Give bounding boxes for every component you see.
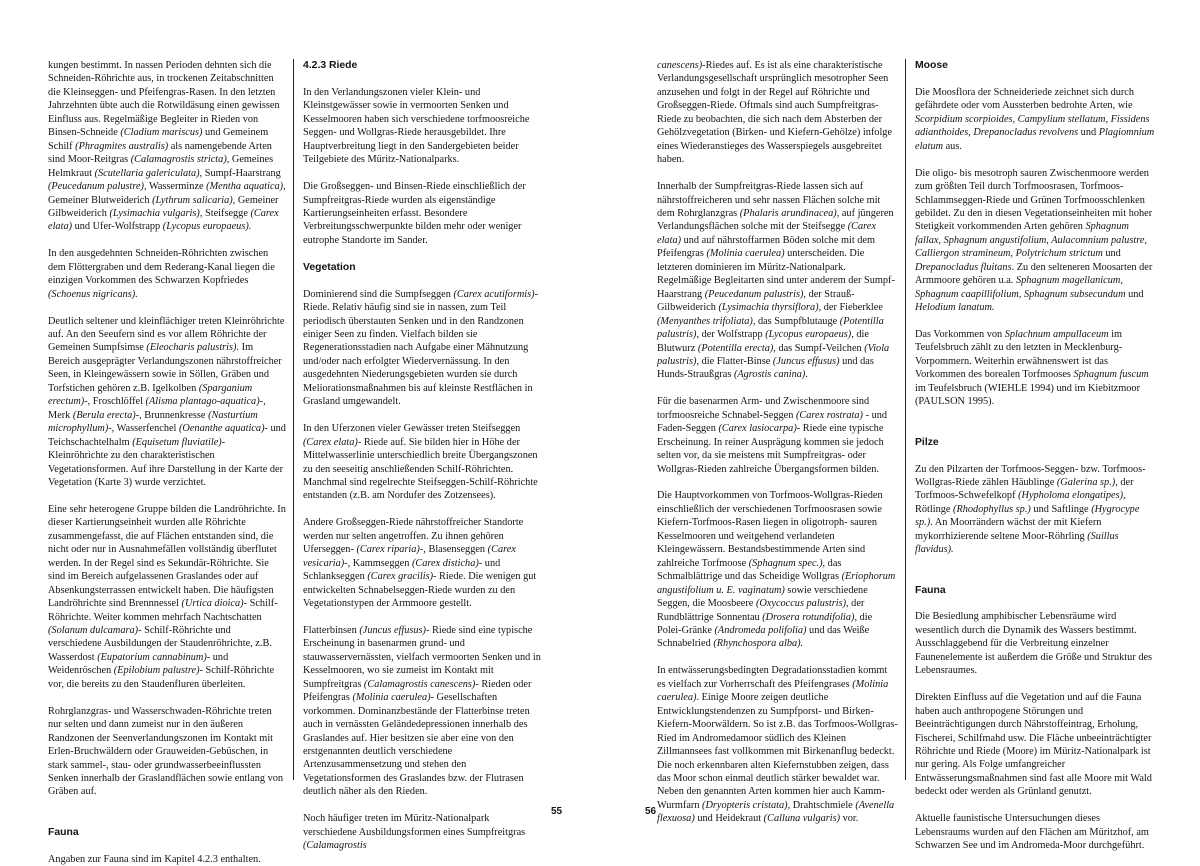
text-run: - Rieden oder Pfeifengras <box>303 678 532 704</box>
text-run: -, Wasserfenchel <box>108 423 179 435</box>
paragraph <box>915 691 1155 799</box>
paragraph <box>48 247 286 301</box>
text-run: und Heidekraut <box>694 813 764 825</box>
text-run: , die Polei-Gränke <box>657 611 873 636</box>
species-name: (Dryopteris cristata) <box>702 799 788 811</box>
text-run: Eine sehr heterogene Gruppe bilden die Landröhrichte. In dieser Kartierungseinheit wurden alle Röhrichte zusammengefasst, die auf Flächen entstanden sind, die nicht oder nur in Ausnahmefällen vollständig überflutet werden. In der Regel sind es Sekundär-Röhrichte. Sie sind im Bereich aufgelassenen Graslandes oder auf Absenkungsterrassen entwickelt haben. Die häufigsten Landröhrichte sind Brennnessel <box>48 503 286 610</box>
species-name: (Equisetum fluviatile) <box>132 436 222 448</box>
paragraph <box>48 59 286 234</box>
species-name: (Carex riparia) <box>356 544 420 556</box>
paragraph <box>915 812 1155 852</box>
species-name: (Solanum dulcamara) <box>48 624 139 636</box>
species-name: (Calamagrostis <box>303 840 367 852</box>
page-number-left: 55 <box>551 806 563 817</box>
paragraph <box>303 86 542 167</box>
paragraph <box>915 610 1155 677</box>
text-run: In den Uferzonen vieler Gewässer treten Steifseggen <box>303 423 521 435</box>
text-run: , die Blutwurz <box>657 329 869 354</box>
text-run: . An Moorrändern wächst der mit Kiefern mykorrhizierende seltene Moor-Röhrling <box>915 517 1102 542</box>
species-name: (Rhynchospora alba). <box>713 638 804 650</box>
text-run: und das Hunds-Straußgras <box>657 355 874 381</box>
species-name: (Calamagrostis stricta) <box>130 154 227 166</box>
species-name: (Carex elata) <box>48 207 279 233</box>
species-name: (Potentilla palustris) <box>657 315 884 341</box>
text-run: . Einige Moore zeigen deutliche Entwicklungstendenzen zu Sumpfporst- und Birken-Kiefern-Moorwäldern. So ist z.B. das Torfmoos-Wollgras-Ried im Andromedamoor südlich des Kleinen Zillmannsees fast vollkommen mit Birkenanflug bedeckt. Die noch erkennbaren alten Kiefernstubben zeigen, dass das Moor schon einmal deutlich stärker bewaldet war. Neben den genannten Arten kommen hier auch Kamm-Wurmfarn <box>657 692 898 811</box>
species-name: (Avenella flexuosa) <box>657 799 895 825</box>
text-run: Das Vorkommen von <box>915 329 1005 341</box>
text-run: , Gemeines Helmkraut <box>48 154 274 179</box>
paragraph <box>303 288 542 409</box>
species-name: (Carex elata) <box>657 221 876 246</box>
species-name: (Molinia caerulea) <box>352 692 431 704</box>
species-name: (Carex gracilis) <box>367 571 434 583</box>
text-run: -Riedes auf. Es ist als eine charakteristische Verlandungsgesellschaft ursprünglich mesotropher Seen anzusehen und folgt in der Regel auf Röhrichte und Großseggen-Riede. Oftmals sind auch Sumpfreitgras-Riede zu beobachten, die sich nach dem Absterben der Gehölzvegetation (Birken- und Kiefern-Gehölze) infolge eines Wiederanstieges des Wasserspiegels ausgebreitet haben. <box>657 60 893 166</box>
text-run: und auf nährstoffarmen Böden solche mit dem Pfeifengras <box>657 234 876 260</box>
text-run: Die Moosflora der Schneideriede zeichnet sich durch gefährdete oder vom Aussterben bedrohte Arten, wie <box>915 86 1135 112</box>
text-run: , Drahtschmiele <box>787 799 856 811</box>
species-name: (Carex lasiocarpa) <box>718 423 797 435</box>
species-name: (Menyanthes trifoliata) <box>657 315 753 327</box>
text-run: -, Kammseggen <box>344 557 412 569</box>
spacer <box>915 570 1155 583</box>
text-run: , das Sumpf-Veilchen <box>773 342 865 354</box>
text-run: , das Schmalblättrige und das Scheidige Wollgras <box>657 557 842 583</box>
text-run: , der Wolfstrapp <box>696 329 766 341</box>
species-name: Helodium lanatum. <box>915 302 995 314</box>
column-rule-page-56 <box>905 59 906 780</box>
species-name: (Carex elata) <box>303 436 358 448</box>
species-name: (Andromeda polifolia) <box>714 624 807 636</box>
text-run: , die Flatter-Binse <box>696 355 773 367</box>
species-name: (Hypholoma elongatipes) <box>1018 490 1124 502</box>
text-run: In den Verlandungszonen vieler Klein- und Kleinstgewässer sowie in vermoorten Senken und Kesselmooren haben sich verschiedene torfmoosreiche Seggen- und Wollgras-Riede herausgebildet. Ihre Hauptverbreitung liegt in den Sandergebieten beider Teilgebiete des Müritz-Nationalparks. <box>303 86 530 166</box>
species-name: Sphagnum magellanicum, Sphagnum caapillifolium, Sphagnum subsecundum <box>915 275 1126 300</box>
text-run: , Gemeiner Gilbweiderich <box>48 194 279 219</box>
text-run: - Schilf-Röhrichte und verschiedene Ausbildungen der Staudenröhrichte, z.B. Wasserdost <box>48 624 272 663</box>
text-run: kungen bestimmt. In nassen Perioden dehnten sich die Schneiden-Röhrichte aus, in trockenen Zeitabschnitten die Kleinseggen- und Pfeifengras-Rasen. In den letzten Jahrzehnten übte auch die Rotwildäsung einen gewissen Einfluss aus. Regelmäßige Begleiter in Rieden von Binsen-Schneide <box>48 60 280 139</box>
paragraph <box>915 86 1155 153</box>
text-run: In entwässerungsbedingten Degradationsstadien kommt es vielfach zur Vorherrschaft des Pfeifengrases <box>657 665 888 690</box>
text-run: , der Strauß-Gilbweiderich <box>657 288 855 314</box>
species-name: (Peucedanum palustre) <box>48 181 144 193</box>
species-name: (Lythrum salicaria) <box>152 194 233 206</box>
species-name: (Schoenus nigricans). <box>48 288 138 300</box>
text-run: und <box>1102 248 1121 260</box>
species-name: Drepanocladus fluitans <box>915 261 1012 273</box>
text-run: Innerhalb der Sumpfreitgras-Riede lassen sich auf nährstoffreicheren und sehr nassen Flächen solche mit dem Rohrglanzgras <box>657 181 881 219</box>
text-run: - Schilf-Röhrichte. Weiter kommen mehrfach Nachtschatten <box>48 598 278 623</box>
text-run: - Riede eine typische Erscheinung. In reiner Ausprägung kommen sie jedoch selten vor, da sie meistens mit Sumpfreitgras- oder Wollgras-Rieden zahlreiche Übergangsformen bilden. <box>657 423 884 475</box>
text-run: - Riede auf. Sie bilden hier in Höhe der Mittelwasserlinie unterschiedlich breite Übergangszonen zu den seeseitig anschließenden Schilf-Röhrichten. Manchmal sind regelrechte Steifseggen-Schilf-Röhrichte entstanden (z.B. am Nordufer des Zotzensees). <box>303 436 538 502</box>
species-name: (Calluna vulgaris) <box>763 813 841 825</box>
text-run: -, Brunnenkresse <box>135 409 209 421</box>
paragraph <box>657 489 898 650</box>
species-name: (Hygrocype sp.) <box>915 503 1140 529</box>
species-name: (Drosera rotundifolia) <box>762 611 855 623</box>
species-name: (Cladium mariscus) <box>120 127 203 139</box>
text-run: Im Bereich ausgeprägter Verlandungszonen nährstoffreicher Seen, in Kleingewässern sowie in Söllen, Gräben und Torfstichen gehören z.B. Igelkolben <box>48 342 282 394</box>
species-name: (Carex acutiformis) <box>453 288 535 300</box>
text-run: und das Weiße Schnabelried <box>657 624 870 650</box>
text-run: Angaben zur Fauna sind im Kapitel 4.2.3 enthalten. <box>48 853 261 865</box>
text-run: und Saftlinge <box>1030 503 1092 515</box>
species-name: (Phalaris arundinacea) <box>739 207 837 219</box>
text-run: Rohrglanzgras- und Wasserschwaden-Röhrichte treten nur selten und dann zumeist nur in den äußeren Randzonen der Seenverlandungszonen im Kontakt mit Erlen-Bruchwäldern oder Grauweiden-Gebüschen, in stark sammel-, stau- oder grundwasserbeeinflussten Senken innerhalb der Graslandflächen sowie entlang von Gräben auf. <box>48 705 284 798</box>
paragraph <box>303 516 542 610</box>
text-run: - und Schlankseggen <box>303 557 501 583</box>
species-name: (Lycopus europaeus) <box>765 329 852 341</box>
species-name: Splachnum ampullaceum <box>1004 329 1109 341</box>
page-55-left-column <box>48 59 286 866</box>
text-run: - Riede. Relativ häufig sind sie in nassen, zum Teil periodisch überstauten Senken und in den Randzonen einiger Seen zu finden. Vielfach bilden sie Regenerationsstadien nach Aufgabe einer Mähnutzung und/oder nach erfolgter Wiedervernässung. In den ausgedehnten Niederungsgebieten wurden sie durch Meliorationsmaßnahmen bis auf kleinste Restflächen in Grasland umgewandelt. <box>303 288 538 408</box>
paragraph <box>657 59 898 167</box>
spacer <box>915 422 1155 435</box>
text-run: , Steifsegge <box>199 207 251 219</box>
paragraph <box>915 328 1155 409</box>
species-name: (Alisma plantago-aquatica) <box>145 396 260 408</box>
section-heading: Pilze <box>915 436 939 448</box>
species-name: (Scutellaria galericulata) <box>94 167 200 179</box>
text-run: Die Hauptvorkommen von Torfmoos-Wollgras-Rieden einschließlich der verschiedenen Torfmoosrasen sowie Kiefern-Torfmoos-Rasen liegen in oligotroph- sauren Kesselmooren und weitgehend verlandeten Kleingewässern. Bestandsbestimmende Arten sind zahlreiche Torfmoose <box>657 490 883 569</box>
species-name: Plagiomnium elatum <box>915 127 1155 152</box>
species-name: (Epilobium palustre) <box>113 665 200 677</box>
species-name: (Sparganium erectum) <box>48 382 253 408</box>
page-56-left-column <box>657 59 898 826</box>
species-name: (Juncus effusus) <box>359 624 426 636</box>
species-name: (Lycopus europaeus). <box>162 221 252 233</box>
species-name: (Carex disticha) <box>411 557 479 569</box>
species-name: (Carex vesicaria) <box>303 544 516 569</box>
text-run: -, Blasenseggen <box>419 544 488 556</box>
text-run: , Wasserminze <box>143 181 207 193</box>
paragraph <box>657 180 898 382</box>
species-name: (Urtica dioica) <box>181 598 244 610</box>
text-run: Flatterbinsen <box>303 624 360 636</box>
text-run: In den ausgedehnten Schneiden-Röhrichten zwischen dem Flöttergraben und dem Rederang-Kanal liegen die einzigen Vorkommen des Schwarzen Kopfriedes <box>48 248 275 287</box>
species-name: Sphagnum fuscum <box>1073 369 1149 381</box>
species-name: (Nasturtium microphyllum) <box>48 409 258 435</box>
species-name: (Oxycoccus palustris) <box>755 598 847 610</box>
paragraph <box>657 395 898 476</box>
text-run: aus. <box>943 140 962 152</box>
species-name: (Viola palustris) <box>657 342 890 367</box>
text-run: im Teufelsbruch (WIEHLE 1994) und im Kiebitzmoor (PAULSON 1995). <box>915 382 1140 408</box>
text-run: vor. <box>840 813 859 825</box>
text-run: Für die basenarmen Arm- und Zwischenmoore sind torfmoosreiche Schnabel-Seggen <box>657 396 870 421</box>
paragraph <box>915 463 1155 557</box>
text-run: . Zu den selteneren Moosarten der Armmoore gehören u.a. <box>915 261 1153 287</box>
text-run: Zu den Pilzarten der Torfmoos-Seggen- bzw. Torfmoos-Wollgras-Riede zählen Häublinge <box>915 463 1146 488</box>
species-name: Sphagnum fallax, Sphagnum angustifolium, Aulacomnium palustre, Calliergon stramineum, Polytrichum strictum <box>915 221 1147 260</box>
species-name: (Phragmites australis) <box>75 140 169 152</box>
species-name: (Berula erecta) <box>72 409 136 421</box>
text-run: - und Faden-Seggen <box>657 409 888 435</box>
species-name: (Peucedanum palustris) <box>704 288 804 300</box>
text-run: Die Großseggen- und Binsen-Riede einschließlich der Sumpfreitgras-Riede wurden als eigenständige Kartierungseinheiten erfasst. Besondere Verbreitungsschwerpunkte bilden mehr oder weniger eutrophe Standorte im Sander. <box>303 181 526 246</box>
text-run: -, Merk <box>48 396 266 421</box>
species-name: (Eleocharis palustris). <box>146 342 240 354</box>
text-run: Aktuelle faunistische Untersuchungen dieses Lebensraums wurden auf den Flächen am Müritzhof, am Schwarzen See und im Andromeda-Moor durchgeführt. <box>915 813 1149 852</box>
text-run: unterscheiden. Die letzteren dominieren im Müritz-Nationalpark. Regelmäßige Begleitarten sind unter anderem der Sumpf-Haarstrang <box>657 248 895 300</box>
text-run: , Sumpf-Haarstrang <box>199 167 281 179</box>
paragraph <box>48 503 286 691</box>
species-name: (Molinia caerulea) <box>706 248 785 260</box>
paragraph <box>915 167 1155 315</box>
species-name: (Agrostis canina) <box>733 369 806 381</box>
species-name: (Calamagrostis canescens) <box>363 678 476 690</box>
page-55-right-column <box>303 59 542 853</box>
text-run: und Gemeinem Schilf <box>48 127 269 152</box>
text-run: , der Torfmoos-Schwefelkopf <box>915 476 1134 502</box>
paragraph <box>657 664 898 825</box>
text-run: - Kleinröhrichte zu den charakteristischen Vegetationsformen. Auf ihre Darstellung in der Karte der Vegetation (Karte 3) wurde verzichtet. <box>48 436 284 489</box>
text-run: Noch häufiger treten im Müritz-Nationalpark verschiedene Ausbildungsformen eines Sumpfreitgras <box>303 813 526 838</box>
text-run: - Gesellschaften vorkommen. Dominanzbestände der Flatterbinse treten auch in vernässten Geländedepressionen innerhalb des Graslandes auf. Hier besitzen sie aber eine von den erstgenannten deutlich verschiedene Artenzusammensetzung und stehen den Vegetationsformen des Graslandes bzw. der Flutrasen deutlich näher als den Rieden. <box>303 692 530 798</box>
text-run: - Riede. Die wenigen gut entwickelten Schnabelseggen-Riede wurden zu den Vegetationstypen der Armmoore gestellt. <box>303 571 537 610</box>
page-number-right: 56 <box>645 806 657 817</box>
text-run: Dominierend sind die Sumpfseggen <box>303 288 454 300</box>
paragraph <box>303 624 542 799</box>
species-name: (Oenanthe aquatica) <box>179 423 265 435</box>
species-name: (Potentilla erecta) <box>697 342 774 354</box>
species-name: (Molinia caerulea) <box>657 678 889 704</box>
text-run: Die oligo- bis mesotroph sauren Zwischenmoore werden zum größten Teil durch Torfmoosrasen, Torfmoos-Schlammseggen-Riede und Grünen Torfmoosschlenken gebildet. Zu den in diesen Vegetationseinheiten mit hoher Stetigkeit vorkommenden Arten gehören <box>915 167 1153 233</box>
species-name: (Sphagnum spec.) <box>748 557 823 569</box>
paragraph <box>303 812 542 852</box>
text-run: , der Rundblättrige Sonnentau <box>657 598 865 623</box>
section-heading: Fauna <box>915 584 946 596</box>
text-run: und <box>1078 127 1099 139</box>
column-rule-page-55 <box>293 59 294 780</box>
text-run: . <box>805 369 808 381</box>
species-name: (Lysimachia vulgaris) <box>109 207 200 219</box>
species-name: (Rhodophyllus sp.) <box>953 503 1031 515</box>
paragraph <box>48 315 286 490</box>
paragraph <box>48 705 286 799</box>
text-run: - und Teichschachtelhalm <box>48 423 286 448</box>
text-run: Andere Großseggen-Riede nährstoffreicher Standorte werden nur selten angetroffen. Zu ihnen gehören Uferseggen- <box>303 517 524 556</box>
species-name: (Juncus effusus) <box>772 355 840 367</box>
text-run: Deutlich seltener und kleinflächiger treten Kleinröhrichte auf. An den Seeufern sind es vor allem Röhrichte der Gemeinen Sumpfsimse <box>48 315 285 354</box>
text-run: , auf jüngeren Verlandungsflächen solche mit der Steifsegge <box>657 207 894 233</box>
text-run: -, Froschlöffel <box>84 396 146 408</box>
spacer <box>48 812 286 825</box>
section-heading: Moose <box>915 60 948 71</box>
text-run: , Gemeiner Blutweiderich <box>48 181 286 206</box>
page-56-right-column <box>915 59 1155 853</box>
section-heading: 4.2.3 Riede <box>303 60 358 71</box>
text-run: , Rötlinge <box>915 490 1126 515</box>
section-heading: Vegetation <box>303 261 356 273</box>
text-run: als namengebende Arten sind Moor-Reitgras <box>48 140 272 166</box>
paragraph <box>48 853 286 866</box>
species-name: (Lysimachia thyrsiflora) <box>718 302 819 314</box>
species-name: (Mentha aquatica) <box>206 181 284 193</box>
paragraph <box>303 180 542 247</box>
species-name: (Suillus flavidus). <box>915 530 1119 556</box>
paragraph <box>303 422 542 503</box>
text-run: - Riede sind eine typische Erscheinung in basenarmen grund- und stauwasservernässten, vielfach vermoorten Senken und in Kesselmooren, wo sie zumeist im Kontakt mit Sumpfreitgras <box>303 624 541 690</box>
text-run: - Schilf-Röhrichte vor, die bereits zu den Staudenfluren überleiten. <box>48 665 275 690</box>
species-name: canescens) <box>657 60 703 71</box>
species-name: (Eriophorum angustifolium u. E. vaginatum) <box>657 571 896 596</box>
text-run: und <box>1125 288 1144 300</box>
species-name: (Carex rostrata) <box>795 409 863 421</box>
text-run: Die Besiedlung amphibischer Lebensräume wird wesentlich durch die Dynamik des Wassers bestimmt. Ausschlaggebend für die Verbreitung einzelner Faunenelemente ist außerdem die Größe und Struktur des Lebensraumes. <box>915 611 1153 677</box>
text-run: Direkten Einfluss auf die Vegetation und auf die Fauna haben auch anthropogene Störungen und Beeinträchtigungen durch Nährstoffeintrag, Erholung, Fischerei, Schilfmahd usw. Die Fläche unbeeinträchtigter Röhrichte und Riede (Moore) im Müritz-Nationalpark ist nur gering. Als Folge umfangreicher Entwässerungsmaßnahmen sind fast alle Moore mit Wald bedeckt oder werden als Grünland genutzt. <box>915 692 1152 798</box>
species-name: (Eupatorium cannabinum) <box>97 651 207 663</box>
text-run: , das Sumpfblutauge <box>752 315 840 327</box>
species-name: Scorpidium scorpioides, Campylium stellatum, Fissidens adianthoides, Drepanocladus revolvens <box>915 113 1150 139</box>
text-run: , der Fieberklee <box>818 302 883 314</box>
text-run: - und Weidenröschen <box>48 651 229 677</box>
species-name: (Galerina sp.) <box>1056 476 1116 488</box>
text-run: und Ufer-Wolfstrapp <box>72 221 163 233</box>
text-run: sowie verschiedene Seggen, die Moosbeere <box>657 584 868 610</box>
section-heading: Fauna <box>48 826 79 838</box>
text-run: im Teufelsbruch zählt zu den letzten in Mecklenburg-Vorpommern. Weiterhin erwähnenswert ist das Vorkommen des borealen Torfmooses <box>915 329 1123 381</box>
